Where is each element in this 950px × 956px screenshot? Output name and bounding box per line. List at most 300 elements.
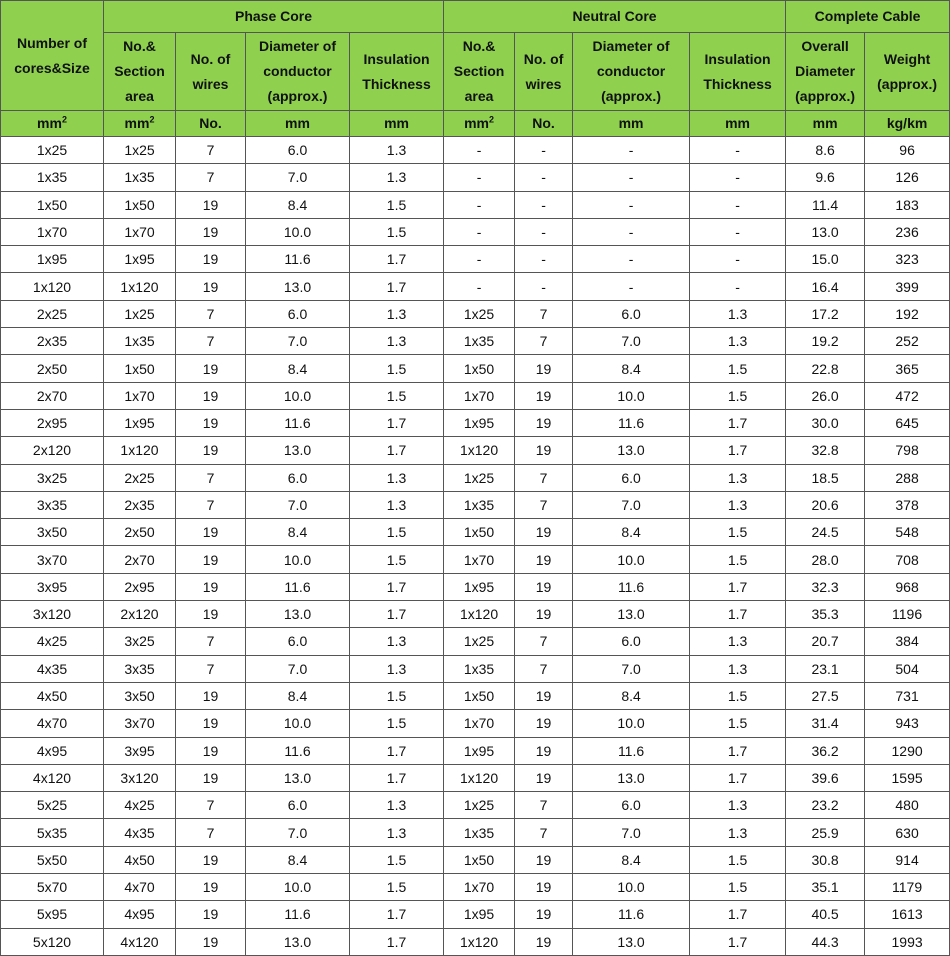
cell-neutral-wires: 19	[515, 710, 573, 737]
cell-weight: 384	[865, 628, 950, 655]
cell-weight: 480	[865, 792, 950, 819]
cell-phase-wires: 19	[176, 874, 246, 901]
cell-weight: 183	[865, 191, 950, 218]
cell-phase-section: 2x25	[104, 464, 176, 491]
cell-phase-insulation: 1.5	[350, 546, 444, 573]
header-weight: Weight (approx.)	[865, 33, 950, 111]
cell-cores-size: 4x95	[1, 737, 104, 764]
cell-neutral-wires: 7	[515, 300, 573, 327]
cell-phase-insulation: 1.7	[350, 246, 444, 273]
cell-neutral-wires: 19	[515, 764, 573, 791]
cell-neutral-wires: 7	[515, 792, 573, 819]
table-row	[1, 546, 950, 573]
cell-cores-size: 3x120	[1, 601, 104, 628]
cell-neutral-wires: 19	[515, 546, 573, 573]
cell-phase-section: 2x35	[104, 491, 176, 518]
unit-neutral-insulation: mm	[690, 111, 786, 137]
cell-overall-diameter: 20.6	[786, 491, 865, 518]
cell-phase-wires: 19	[176, 191, 246, 218]
cell-neutral-wires: 19	[515, 437, 573, 464]
cell-overall-diameter: 15.0	[786, 246, 865, 273]
cell-neutral-section: 1x95	[444, 737, 515, 764]
cell-weight: 943	[865, 710, 950, 737]
header-neutral-insulation: Insulation Thickness	[690, 33, 786, 111]
cell-phase-insulation: 1.7	[350, 573, 444, 600]
cell-phase-diameter: 10.0	[246, 874, 350, 901]
cell-phase-insulation: 1.3	[350, 300, 444, 327]
table-row	[1, 409, 950, 436]
cell-phase-section: 2x120	[104, 601, 176, 628]
cell-neutral-section: 1x35	[444, 491, 515, 518]
cell-phase-wires: 19	[176, 573, 246, 600]
cell-neutral-insulation: -	[690, 137, 786, 164]
cell-phase-insulation: 1.3	[350, 491, 444, 518]
cell-cores-size: 4x70	[1, 710, 104, 737]
cell-cores-size: 3x95	[1, 573, 104, 600]
cell-cores-size: 4x120	[1, 764, 104, 791]
cell-neutral-insulation: 1.5	[690, 874, 786, 901]
cell-phase-wires: 7	[176, 328, 246, 355]
cell-neutral-section: 1x50	[444, 682, 515, 709]
unit-neutral-section: $mm^2$	[444, 111, 515, 137]
cell-phase-wires: 19	[176, 519, 246, 546]
cell-overall-diameter: 35.1	[786, 874, 865, 901]
cell-neutral-diameter: 10.0	[573, 710, 690, 737]
cell-neutral-insulation: -	[690, 191, 786, 218]
cell-overall-diameter: 13.0	[786, 218, 865, 245]
cell-overall-diameter: 31.4	[786, 710, 865, 737]
table-row	[1, 273, 950, 300]
cell-weight: 914	[865, 846, 950, 873]
cell-overall-diameter: 24.5	[786, 519, 865, 546]
cell-cores-size: 5x120	[1, 928, 104, 955]
cell-neutral-wires: -	[515, 137, 573, 164]
cell-weight: 968	[865, 573, 950, 600]
cell-neutral-insulation: 1.3	[690, 464, 786, 491]
unit-phase-section: $mm^2$	[104, 111, 176, 137]
cell-weight: 731	[865, 682, 950, 709]
cell-phase-section: 3x50	[104, 682, 176, 709]
cell-neutral-insulation: 1.5	[690, 710, 786, 737]
cell-weight: 504	[865, 655, 950, 682]
cell-phase-wires: 19	[176, 218, 246, 245]
cell-phase-wires: 19	[176, 355, 246, 382]
cell-overall-diameter: 19.2	[786, 328, 865, 355]
cell-neutral-wires: -	[515, 273, 573, 300]
cell-neutral-wires: 19	[515, 846, 573, 873]
table-row	[1, 928, 950, 955]
cell-weight: 548	[865, 519, 950, 546]
cell-neutral-diameter: 11.6	[573, 737, 690, 764]
cell-overall-diameter: 25.9	[786, 819, 865, 846]
cell-neutral-insulation: 1.5	[690, 682, 786, 709]
cell-neutral-wires: 19	[515, 901, 573, 928]
cell-neutral-insulation: 1.7	[690, 764, 786, 791]
cell-neutral-diameter: 10.0	[573, 382, 690, 409]
cell-cores-size: 1x95	[1, 246, 104, 273]
cell-neutral-section: 1x25	[444, 628, 515, 655]
cell-cores-size: 1x50	[1, 191, 104, 218]
cell-neutral-wires: 19	[515, 601, 573, 628]
cell-phase-wires: 19	[176, 601, 246, 628]
cell-neutral-insulation: -	[690, 273, 786, 300]
cell-phase-section: 2x95	[104, 573, 176, 600]
cell-overall-diameter: 18.5	[786, 464, 865, 491]
cell-phase-diameter: 8.4	[246, 519, 350, 546]
cell-neutral-diameter: 7.0	[573, 328, 690, 355]
cell-neutral-section: 1x120	[444, 928, 515, 955]
cell-phase-section: 2x70	[104, 546, 176, 573]
cell-neutral-diameter: 7.0	[573, 491, 690, 518]
cell-overall-diameter: 9.6	[786, 164, 865, 191]
unit-weight: kg/km	[865, 111, 950, 137]
cell-phase-diameter: 13.0	[246, 437, 350, 464]
cell-phase-section: 3x120	[104, 764, 176, 791]
cell-phase-section: 3x25	[104, 628, 176, 655]
cell-phase-section: 1x25	[104, 137, 176, 164]
table-row	[1, 737, 950, 764]
cell-phase-insulation: 1.3	[350, 792, 444, 819]
cell-neutral-insulation: 1.7	[690, 737, 786, 764]
cell-neutral-diameter: 6.0	[573, 628, 690, 655]
header-phase-wires: No. of wires	[176, 33, 246, 111]
cell-neutral-insulation: 1.5	[690, 846, 786, 873]
cell-phase-insulation: 1.5	[350, 846, 444, 873]
table-row	[1, 328, 950, 355]
cell-neutral-section: -	[444, 164, 515, 191]
cell-neutral-diameter: 8.4	[573, 682, 690, 709]
cell-neutral-section: -	[444, 137, 515, 164]
cell-neutral-insulation: 1.3	[690, 792, 786, 819]
cell-phase-diameter: 10.0	[246, 218, 350, 245]
cell-overall-diameter: 36.2	[786, 737, 865, 764]
cell-phase-diameter: 13.0	[246, 601, 350, 628]
header-cores-size: Number of cores&Size	[1, 1, 104, 111]
cell-phase-section: 1x50	[104, 355, 176, 382]
cell-neutral-diameter: 8.4	[573, 846, 690, 873]
cell-phase-wires: 19	[176, 737, 246, 764]
cell-overall-diameter: 44.3	[786, 928, 865, 955]
cell-cores-size: 2x35	[1, 328, 104, 355]
cell-cores-size: 1x25	[1, 137, 104, 164]
table-row	[1, 300, 950, 327]
cell-phase-diameter: 11.6	[246, 409, 350, 436]
table-row	[1, 246, 950, 273]
table-row	[1, 601, 950, 628]
cell-neutral-section: 1x50	[444, 355, 515, 382]
table-row	[1, 519, 950, 546]
cell-phase-diameter: 7.0	[246, 164, 350, 191]
cell-phase-diameter: 7.0	[246, 655, 350, 682]
cell-overall-diameter: 32.3	[786, 573, 865, 600]
cell-cores-size: 4x50	[1, 682, 104, 709]
cell-neutral-diameter: 10.0	[573, 874, 690, 901]
cell-neutral-section: -	[444, 273, 515, 300]
cell-neutral-diameter: 7.0	[573, 655, 690, 682]
table-row	[1, 764, 950, 791]
cell-weight: 1196	[865, 601, 950, 628]
cell-phase-diameter: 6.0	[246, 300, 350, 327]
table-row	[1, 137, 950, 164]
cell-neutral-section: 1x35	[444, 819, 515, 846]
cell-phase-diameter: 6.0	[246, 792, 350, 819]
cell-weight: 378	[865, 491, 950, 518]
table-row	[1, 901, 950, 928]
cell-overall-diameter: 30.0	[786, 409, 865, 436]
cell-neutral-wires: 7	[515, 464, 573, 491]
cell-neutral-wires: 19	[515, 409, 573, 436]
cell-neutral-section: 1x70	[444, 874, 515, 901]
cell-phase-section: 3x95	[104, 737, 176, 764]
cell-phase-wires: 7	[176, 300, 246, 327]
cell-neutral-wires: 19	[515, 874, 573, 901]
cell-neutral-wires: 19	[515, 682, 573, 709]
cell-phase-diameter: 11.6	[246, 901, 350, 928]
cell-neutral-wires: 19	[515, 382, 573, 409]
cell-overall-diameter: 11.4	[786, 191, 865, 218]
cell-neutral-diameter: 8.4	[573, 519, 690, 546]
cell-phase-section: 2x50	[104, 519, 176, 546]
cell-phase-diameter: 7.0	[246, 328, 350, 355]
cell-phase-diameter: 8.4	[246, 355, 350, 382]
cell-neutral-wires: 19	[515, 573, 573, 600]
cell-phase-diameter: 11.6	[246, 737, 350, 764]
cell-overall-diameter: 32.8	[786, 437, 865, 464]
cell-weight: 1993	[865, 928, 950, 955]
cell-phase-wires: 7	[176, 164, 246, 191]
cell-weight: 96	[865, 137, 950, 164]
cell-neutral-diameter: -	[573, 191, 690, 218]
cell-neutral-insulation: 1.3	[690, 300, 786, 327]
header-phase-diameter: Diameter of conductor (approx.)	[246, 33, 350, 111]
cell-neutral-wires: 7	[515, 491, 573, 518]
header-complete-cable: Complete Cable	[786, 1, 950, 33]
cell-phase-wires: 19	[176, 764, 246, 791]
cell-overall-diameter: 22.8	[786, 355, 865, 382]
cell-phase-section: 4x50	[104, 846, 176, 873]
cell-cores-size: 3x70	[1, 546, 104, 573]
cell-phase-wires: 7	[176, 819, 246, 846]
cell-phase-insulation: 1.3	[350, 164, 444, 191]
cell-phase-diameter: 7.0	[246, 491, 350, 518]
cell-phase-insulation: 1.3	[350, 328, 444, 355]
cell-overall-diameter: 27.5	[786, 682, 865, 709]
cell-phase-wires: 7	[176, 137, 246, 164]
cell-neutral-section: 1x70	[444, 546, 515, 573]
table-row	[1, 355, 950, 382]
unit-overall-diameter: mm	[786, 111, 865, 137]
header-phase-core: Phase Core	[104, 1, 444, 33]
cell-phase-wires: 19	[176, 382, 246, 409]
header-neutral-section: No.& Section area	[444, 33, 515, 111]
cell-phase-insulation: 1.5	[350, 682, 444, 709]
cell-cores-size: 1x70	[1, 218, 104, 245]
cell-phase-section: 1x95	[104, 246, 176, 273]
cell-neutral-diameter: 11.6	[573, 409, 690, 436]
cell-neutral-section: 1x120	[444, 437, 515, 464]
header-neutral-wires: No. of wires	[515, 33, 573, 111]
cell-phase-wires: 19	[176, 273, 246, 300]
table-body	[1, 137, 950, 956]
cell-neutral-insulation: 1.7	[690, 573, 786, 600]
cell-phase-insulation: 1.7	[350, 437, 444, 464]
cell-neutral-section: -	[444, 218, 515, 245]
cell-neutral-diameter: 11.6	[573, 901, 690, 928]
cell-weight: 1179	[865, 874, 950, 901]
cell-neutral-wires: 19	[515, 737, 573, 764]
cell-phase-insulation: 1.7	[350, 273, 444, 300]
table-row	[1, 164, 950, 191]
cell-neutral-insulation: 1.3	[690, 628, 786, 655]
cell-neutral-insulation: 1.7	[690, 928, 786, 955]
cell-neutral-wires: 7	[515, 328, 573, 355]
cell-phase-diameter: 10.0	[246, 382, 350, 409]
cell-neutral-section: 1x25	[444, 792, 515, 819]
cell-neutral-insulation: 1.3	[690, 819, 786, 846]
header-overall-diameter: Overall Diameter (approx.)	[786, 33, 865, 111]
cell-neutral-diameter: 13.0	[573, 764, 690, 791]
cell-cores-size: 5x50	[1, 846, 104, 873]
cell-cores-size: 5x95	[1, 901, 104, 928]
cell-phase-section: 1x95	[104, 409, 176, 436]
table-row	[1, 573, 950, 600]
cell-phase-insulation: 1.5	[350, 382, 444, 409]
unit-phase-insulation: mm	[350, 111, 444, 137]
cell-neutral-wires: -	[515, 218, 573, 245]
cell-cores-size: 1x35	[1, 164, 104, 191]
table-row	[1, 846, 950, 873]
cell-weight: 1595	[865, 764, 950, 791]
cell-phase-wires: 7	[176, 655, 246, 682]
cell-neutral-insulation: 1.5	[690, 546, 786, 573]
cell-cores-size: 2x50	[1, 355, 104, 382]
cell-phase-wires: 19	[176, 437, 246, 464]
cell-phase-insulation: 1.3	[350, 628, 444, 655]
cell-neutral-wires: 19	[515, 928, 573, 955]
cell-cores-size: 3x35	[1, 491, 104, 518]
cell-phase-wires: 19	[176, 846, 246, 873]
cell-phase-wires: 19	[176, 710, 246, 737]
cell-neutral-wires: 19	[515, 355, 573, 382]
cell-phase-section: 4x120	[104, 928, 176, 955]
cell-phase-diameter: 10.0	[246, 710, 350, 737]
cell-neutral-diameter: -	[573, 246, 690, 273]
cell-neutral-diameter: 13.0	[573, 928, 690, 955]
cell-neutral-section: 1x95	[444, 409, 515, 436]
cell-neutral-section: 1x35	[444, 655, 515, 682]
cell-overall-diameter: 28.0	[786, 546, 865, 573]
cell-cores-size: 4x25	[1, 628, 104, 655]
cell-neutral-diameter: 13.0	[573, 601, 690, 628]
cell-weight: 192	[865, 300, 950, 327]
table-row	[1, 491, 950, 518]
cell-neutral-insulation: -	[690, 246, 786, 273]
table-row	[1, 710, 950, 737]
cell-neutral-insulation: 1.3	[690, 655, 786, 682]
cell-neutral-section: 1x35	[444, 328, 515, 355]
cell-neutral-section: 1x70	[444, 710, 515, 737]
cell-phase-insulation: 1.3	[350, 464, 444, 491]
cell-weight: 798	[865, 437, 950, 464]
cell-cores-size: 5x25	[1, 792, 104, 819]
table-row	[1, 819, 950, 846]
cell-weight: 236	[865, 218, 950, 245]
cell-phase-diameter: 6.0	[246, 137, 350, 164]
cell-neutral-insulation: 1.5	[690, 355, 786, 382]
cell-neutral-diameter: 6.0	[573, 464, 690, 491]
unit-phase-wires: No.	[176, 111, 246, 137]
cell-phase-wires: 19	[176, 546, 246, 573]
cell-phase-diameter: 13.0	[246, 928, 350, 955]
cell-phase-insulation: 1.7	[350, 737, 444, 764]
cell-phase-section: 4x95	[104, 901, 176, 928]
header-neutral-core: Neutral Core	[444, 1, 786, 33]
cell-phase-diameter: 13.0	[246, 273, 350, 300]
cell-weight: 1290	[865, 737, 950, 764]
cell-neutral-insulation: -	[690, 218, 786, 245]
cell-overall-diameter: 23.1	[786, 655, 865, 682]
cell-neutral-insulation: 1.7	[690, 409, 786, 436]
cell-phase-insulation: 1.3	[350, 137, 444, 164]
cell-phase-section: 1x120	[104, 437, 176, 464]
cell-overall-diameter: 16.4	[786, 273, 865, 300]
unit-cores-size: $mm^2$	[1, 111, 104, 137]
cell-weight: 126	[865, 164, 950, 191]
cell-cores-size: 2x120	[1, 437, 104, 464]
cell-neutral-section: 1x50	[444, 519, 515, 546]
cell-neutral-diameter: 13.0	[573, 437, 690, 464]
cell-cores-size: 3x50	[1, 519, 104, 546]
cell-weight: 645	[865, 409, 950, 436]
table-row	[1, 218, 950, 245]
cell-neutral-section: -	[444, 191, 515, 218]
cell-phase-wires: 19	[176, 928, 246, 955]
cell-phase-insulation: 1.7	[350, 409, 444, 436]
cell-phase-diameter: 7.0	[246, 819, 350, 846]
table-row	[1, 382, 950, 409]
cell-neutral-section: 1x95	[444, 901, 515, 928]
cell-neutral-wires: -	[515, 164, 573, 191]
cell-neutral-diameter: -	[573, 137, 690, 164]
cell-phase-section: 1x50	[104, 191, 176, 218]
cell-neutral-insulation: 1.3	[690, 328, 786, 355]
cell-overall-diameter: 8.6	[786, 137, 865, 164]
cell-phase-section: 1x35	[104, 164, 176, 191]
cell-cores-size: 5x35	[1, 819, 104, 846]
cell-phase-insulation: 1.7	[350, 764, 444, 791]
cell-cores-size: 2x95	[1, 409, 104, 436]
cell-neutral-wires: 7	[515, 628, 573, 655]
cell-neutral-section: 1x50	[444, 846, 515, 873]
header-phase-insulation: Insulation Thickness	[350, 33, 444, 111]
cell-phase-insulation: 1.5	[350, 218, 444, 245]
cell-cores-size: 4x35	[1, 655, 104, 682]
cell-phase-section: 4x35	[104, 819, 176, 846]
cell-neutral-insulation: 1.7	[690, 601, 786, 628]
cell-neutral-diameter: 7.0	[573, 819, 690, 846]
cell-phase-insulation: 1.7	[350, 601, 444, 628]
cell-phase-wires: 19	[176, 901, 246, 928]
cell-weight: 630	[865, 819, 950, 846]
cell-cores-size: 1x120	[1, 273, 104, 300]
cell-overall-diameter: 35.3	[786, 601, 865, 628]
cell-weight: 472	[865, 382, 950, 409]
cell-neutral-wires: 7	[515, 655, 573, 682]
cell-phase-insulation: 1.5	[350, 710, 444, 737]
cell-cores-size: 5x70	[1, 874, 104, 901]
cell-phase-wires: 7	[176, 491, 246, 518]
cell-weight: 252	[865, 328, 950, 355]
